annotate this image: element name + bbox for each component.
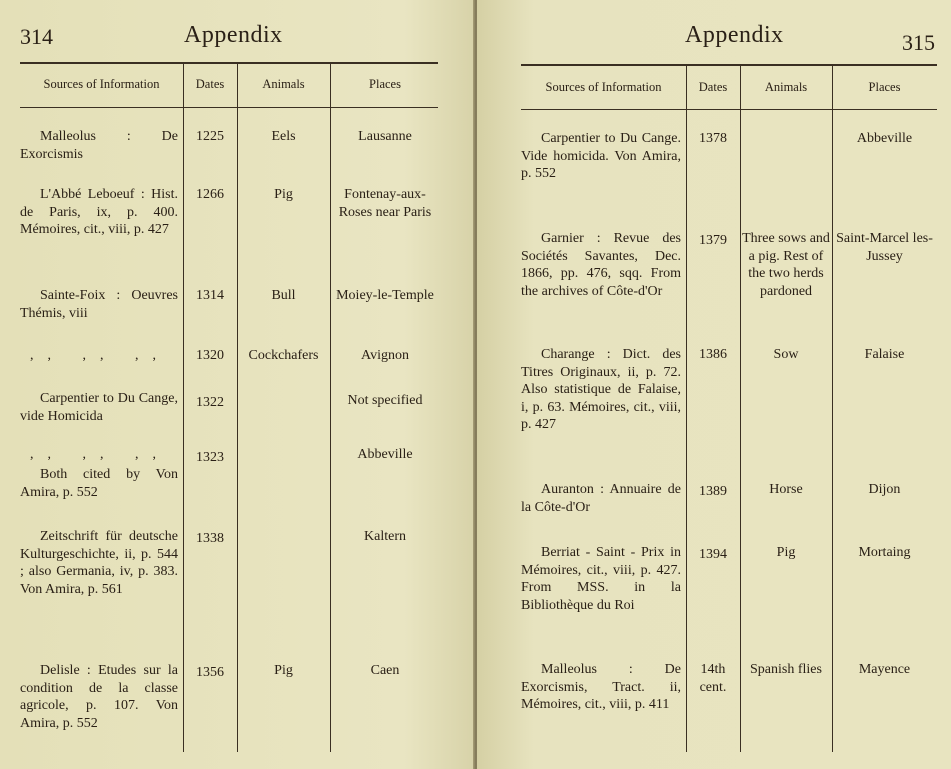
table-row-place: Falaise [864, 347, 905, 362]
page-number: 315 [902, 30, 935, 55]
table-row-date: 1356 [196, 665, 224, 680]
table-row-animal: Spanish flies [750, 662, 822, 677]
table-row-place: Kaltern [364, 529, 406, 544]
table-row-place: Caen [370, 663, 400, 678]
column-divider [237, 62, 238, 752]
table-row-place: Saint-Marcel les-Jussey [836, 231, 933, 264]
table-row-date: 1386 [699, 347, 727, 362]
table-row-source: L'Abbé Leboeuf : Hist. de Paris, ix, p. 400. Mémoires, cit., viii, p. 427 [20, 187, 178, 237]
table-row-place: Moiey-le-Temple [336, 288, 434, 303]
table-row-source: Berriat - Saint - Prix in Mémoires, cit., viii, p. 427. From MSS. in la Bibliothèque du Roi [521, 545, 681, 613]
table-row-place: Lausanne [358, 129, 412, 144]
header-places: Places [369, 77, 401, 91]
table-row-place: Mayence [858, 662, 911, 677]
table-row-place: Abbeville [856, 131, 913, 146]
table-top-rule [521, 64, 937, 66]
header-animals: Animals [262, 77, 305, 91]
ditto-marks: ,, ,, ,, [30, 348, 170, 363]
table-row-date: 1323 [196, 450, 224, 465]
table-row-source: Auranton : Annuaire de la Côte-d'Or [521, 482, 681, 515]
table-row-date: 1338 [196, 531, 224, 546]
table-row-place: Fontenay-aux-Roses near Paris [338, 187, 432, 220]
table-row-animal: Pig [776, 545, 796, 560]
header-dates: Dates [195, 77, 225, 91]
table-row-source: Garnier : Revue des Sociétés Savantes, Dec. 1866, pp. 476, sqq. From the archives of Côte-d'Or [521, 231, 681, 299]
right-page [477, 0, 951, 769]
table-row-date: 1379 [699, 233, 727, 248]
column-divider [832, 64, 833, 752]
table-row-source: Delisle : Etudes sur la condition de la classe agricole, p. 107. Von Amira, p. 552 [20, 663, 178, 731]
table-row-animal: Bull [271, 288, 296, 303]
header-places: Places [868, 80, 901, 94]
table-row-date: 1225 [196, 129, 224, 144]
table-row-place: Mortaing [858, 545, 911, 560]
table-row-date: 1394 [699, 547, 727, 562]
column-divider [740, 64, 741, 752]
table-row-source: Both cited by Von Amira, p. 552 [20, 467, 178, 500]
table-row-animal: Cockchafers [248, 348, 319, 363]
column-divider [686, 64, 687, 752]
table-row-animal: Pig [274, 663, 293, 678]
table-row-date: 1389 [699, 484, 727, 499]
table-top-rule [20, 62, 438, 64]
page-title: Appendix [685, 22, 784, 48]
table-row-date: 1320 [196, 348, 224, 363]
table-row-date: 1266 [196, 187, 224, 202]
table-row-place: Dijon [868, 482, 901, 497]
page-title: Appendix [184, 22, 283, 48]
table-row-date: 1314 [196, 288, 224, 303]
table-row-source: Charange : Dict. des Titres Originaux, ii, p. 72. Also statistique de Falaise, i, p. 63. Mémoires, cit., viii, p. 427 [521, 347, 681, 432]
table-row-place: Avignon [361, 348, 409, 363]
header-dates: Dates [698, 80, 728, 94]
header-sources: Sources of Information [545, 80, 662, 94]
table-row-place: Not specified [347, 393, 423, 408]
header-animals: Animals [764, 80, 808, 94]
table-row-source: Malleolus : De Exorcismis, Tract. ii, Mémoires, cit., viii, p. 411 [521, 662, 681, 712]
table-row-animal: Horse [769, 482, 803, 497]
table-row-source: Carpentier to Du Cange, vide Homicida [20, 391, 178, 424]
table-row-animal: Sow [773, 347, 799, 362]
page-number: 314 [20, 24, 53, 49]
table-row-animal: Three sows and a pig. Rest of the two herds pardoned [742, 231, 830, 299]
table-row-animal: Pig [274, 187, 293, 202]
table-row-date: 1322 [196, 395, 224, 410]
table-row-place: Abbeville [357, 447, 413, 462]
table-row-date: 14th cent. [699, 662, 727, 695]
table-header-rule [521, 109, 937, 110]
table-row-source: Zeitschrift für deutsche Kulturgeschichte, ii, p. 544 ; also Germania, iv, p. 383. Von Amira, p. 561 [20, 529, 178, 597]
table-row-date: 1378 [699, 131, 727, 146]
table-row-source: Malleolus : De Exorcismis [20, 129, 178, 162]
table-row-animal: Eels [271, 129, 296, 144]
table-row-source: Carpentier to Du Cange. Vide homicida. Von Amira, p. 552 [521, 131, 681, 181]
header-sources: Sources of Information [43, 77, 160, 91]
table-row-source: Sainte-Foix : Oeuvres Thémis, viii [20, 288, 178, 321]
table-header-rule [20, 107, 438, 108]
ditto-marks: ,, ,, ,, [30, 447, 170, 462]
